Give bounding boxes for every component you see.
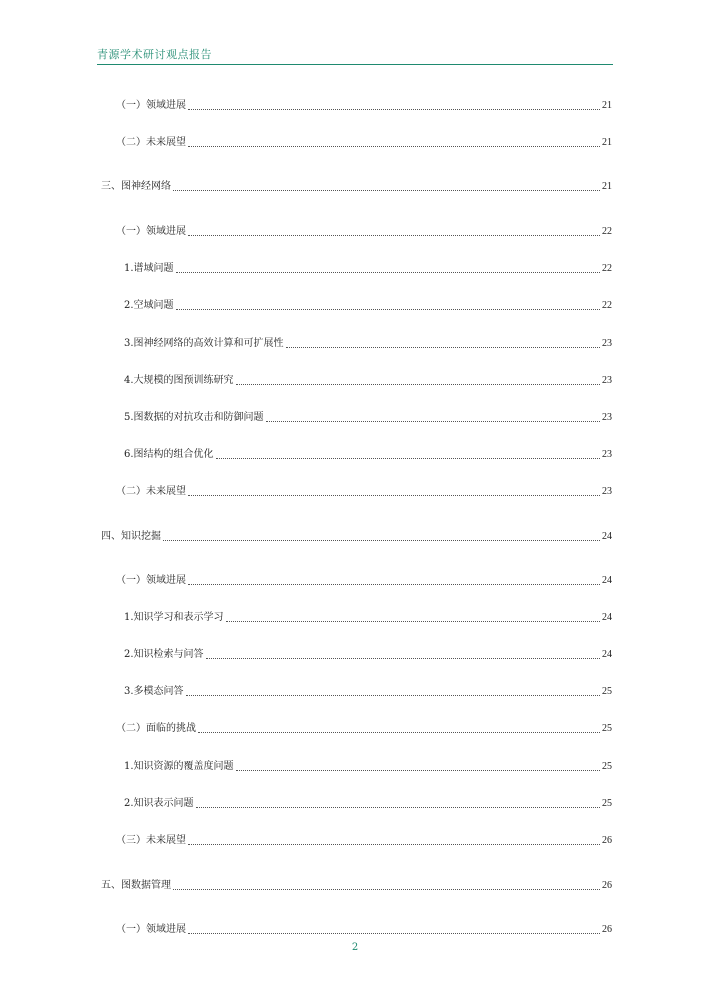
toc-entry[interactable]: [116, 572, 612, 588]
toc-entry-page: 23: [602, 449, 612, 460]
toc-entry[interactable]: [116, 832, 612, 848]
toc-entry-label: 2.知识表示问题: [124, 798, 194, 809]
toc-entry-label: （一）领域进展: [116, 575, 186, 586]
dot-leader: [188, 146, 600, 147]
dot-leader: [236, 770, 600, 771]
dot-leader: [266, 421, 600, 422]
dot-leader: [188, 235, 600, 236]
dot-leader: [163, 540, 600, 541]
toc-entry[interactable]: [124, 683, 612, 699]
toc-entry-label: 4.大规模的图预训练研究: [124, 375, 234, 386]
toc-entry-page: 25: [602, 761, 612, 772]
dot-leader: [188, 584, 600, 585]
toc-entry[interactable]: [124, 409, 612, 425]
toc-entry-page: 26: [602, 880, 612, 891]
dot-leader: [176, 272, 600, 273]
toc-entry-label: 四、知识挖掘: [101, 531, 161, 542]
toc-entry[interactable]: [124, 758, 612, 774]
dot-leader: [216, 458, 600, 459]
toc-entry-page: 21: [602, 181, 612, 192]
toc-entry-label: （三）未来展望: [116, 835, 186, 846]
toc-entry-page: 21: [602, 100, 612, 111]
running-header-title: 青源学术研讨观点报告: [97, 48, 212, 61]
toc-entry-label: （一）领域进展: [116, 924, 186, 935]
toc-entry-page: 21: [602, 137, 612, 148]
toc-entry-label: 3.图神经网络的高效计算和可扩展性: [124, 338, 284, 349]
toc-entry-page: 23: [602, 412, 612, 423]
toc-entry-label: 1.知识学习和表示学习: [124, 612, 224, 623]
toc-entry-label: 三、图神经网络: [101, 181, 171, 192]
toc-entry-page: 25: [602, 723, 612, 734]
toc-entry-label: 2.知识检索与问答: [124, 649, 204, 660]
toc-entry[interactable]: [124, 372, 612, 388]
toc-entry-label: 6.图结构的组合优化: [124, 449, 214, 460]
dot-leader: [236, 384, 600, 385]
toc-entry-page: 25: [602, 686, 612, 697]
toc-entry-page: 24: [602, 649, 612, 660]
toc-entry-page: 26: [602, 924, 612, 935]
dot-leader: [206, 658, 600, 659]
toc-entry-page: 23: [602, 486, 612, 497]
toc-entry[interactable]: [124, 646, 612, 662]
toc-entry-page: 22: [602, 300, 612, 311]
toc-entry[interactable]: [124, 260, 612, 276]
toc-entry-label: （一）领域进展: [116, 226, 186, 237]
dot-leader: [286, 347, 600, 348]
toc-entry[interactable]: [101, 178, 612, 194]
toc-entry-page: 26: [602, 835, 612, 846]
toc-entry-label: （二）未来展望: [116, 137, 186, 148]
toc-entry[interactable]: [116, 97, 612, 113]
dot-leader: [188, 933, 600, 934]
toc-entry-page: 22: [602, 226, 612, 237]
toc-entry-page: 23: [602, 375, 612, 386]
page-number: 2: [351, 942, 359, 953]
toc-entry-label: 1.谱域问题: [124, 263, 174, 274]
toc-entry[interactable]: [124, 335, 612, 351]
toc-entry-page: 22: [602, 263, 612, 274]
dot-leader: [196, 807, 600, 808]
toc-entry[interactable]: [116, 134, 612, 150]
toc-entry-label: 5.图数据的对抗攻击和防御问题: [124, 412, 264, 423]
toc-entry-page: 24: [602, 531, 612, 542]
toc-entry-page: 23: [602, 338, 612, 349]
toc-entry[interactable]: [124, 297, 612, 313]
toc-entry-page: 24: [602, 612, 612, 623]
toc-entry-label: 3.多模态问答: [124, 686, 184, 697]
toc-entry[interactable]: [116, 483, 612, 499]
toc-entry-label: 2.空域问题: [124, 300, 174, 311]
toc-entry[interactable]: [116, 720, 612, 736]
toc-entry[interactable]: [116, 921, 612, 937]
dot-leader: [173, 190, 600, 191]
toc-entry[interactable]: [124, 795, 612, 811]
dot-leader: [198, 732, 600, 733]
dot-leader: [186, 695, 600, 696]
toc-entry[interactable]: [124, 446, 612, 462]
dot-leader: [173, 889, 600, 890]
toc-entry-label: （一）领域进展: [116, 100, 186, 111]
toc-entry-label: 五、图数据管理: [101, 880, 171, 891]
toc-entry[interactable]: [101, 528, 612, 544]
toc-entry[interactable]: [124, 609, 612, 625]
dot-leader: [188, 844, 600, 845]
toc-entry-label: 1.知识资源的覆盖度问题: [124, 761, 234, 772]
dot-leader: [176, 309, 600, 310]
dot-leader: [188, 109, 600, 110]
toc-entry-page: 24: [602, 575, 612, 586]
dot-leader: [188, 495, 600, 496]
toc-entry-label: （二）面临的挑战: [116, 723, 196, 734]
toc-entry-label: （二）未来展望: [116, 486, 186, 497]
toc-entry[interactable]: [116, 223, 612, 239]
toc-entry-page: 25: [602, 798, 612, 809]
toc-entry[interactable]: [101, 877, 612, 893]
dot-leader: [226, 621, 600, 622]
